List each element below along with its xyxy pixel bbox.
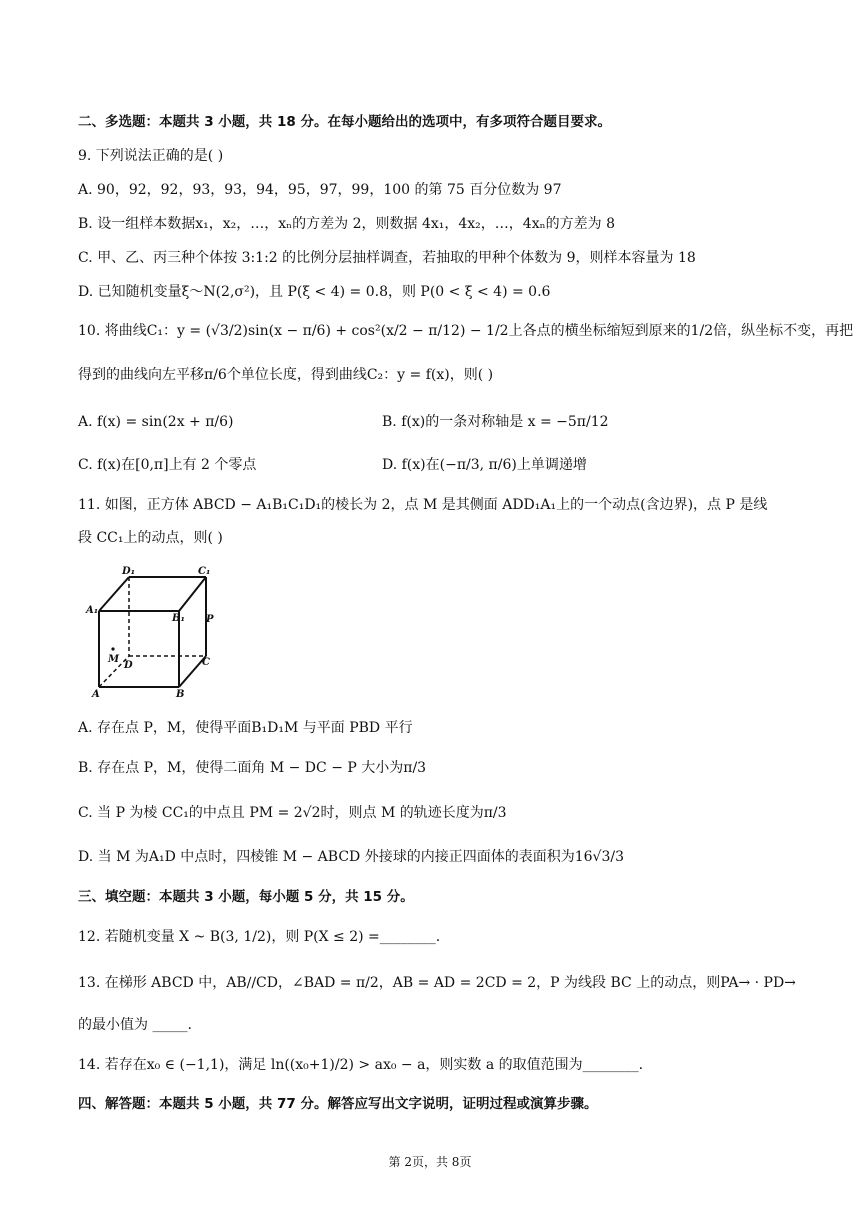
q10-option-a: A. f(x) = sin(2x + π/6) — [78, 414, 234, 430]
q9-stem: 9. 下列说法正确的是( ) — [78, 148, 224, 164]
q13-line1: 13. 在梯形 ABCD 中，AB∕∕CD，∠BAD = π/2，AB = AD = 2CD = 2，P 为线段 BC 上的动点，则PA→ · PD→ — [78, 975, 796, 991]
q10-option-b: B. f(x)的一条对称轴是 x = −5π/12 — [382, 414, 609, 430]
q13-line2: 的最小值为 _____. — [78, 1017, 192, 1033]
q9-option-a: A. 90，92，92，93，93，94，95，97，99，100 的第 75 百分位数为 97 — [78, 182, 562, 198]
q9-option-b: B. 设一组样本数据x₁，x₂，…，xₙ的方差为 2，则数据 4x₁，4x₂，…，4xₙ的方差为 8 — [78, 216, 616, 232]
cube-figure — [84, 563, 214, 698]
q9-option-c: C. 甲、乙、丙三种个体按 3:1:2 的比例分层抽样调查，若抽取的甲种个体数为 9，则样本容量为 18 — [78, 250, 696, 266]
label-m: M — [108, 654, 120, 665]
label-c: C — [202, 657, 210, 668]
q12-text: 12. 若随机变量 X ~ B(3, 1/2)，则 P(X ≤ 2) =________. — [78, 929, 441, 945]
q11-option-a: A. 存在点 P，M，使得平面B₁D₁M 与平面 PBD 平行 — [78, 720, 413, 736]
q11-option-c: C. 当 P 为棱 CC₁的中点且 PM = 2√2时，则点 M 的轨迹长度为π/3 — [78, 805, 507, 821]
q11-option-b: B. 存在点 P，M，使得二面角 M − DC − P 大小为π/3 — [78, 760, 427, 776]
label-d: D — [124, 660, 133, 671]
q14-text: 14. 若存在x₀ ∈ (−1,1)，满足 ln((x₀+1)/2) > ax₀ − a，则实数 a 的取值范围为________. — [78, 1057, 644, 1073]
label-a: A — [92, 689, 100, 698]
label-d1: D₁ — [122, 566, 136, 577]
section-3-heading: 三、填空题：本题共 3 小题，每小题 5 分，共 15 分。 — [78, 889, 414, 905]
q11-stem-line1: 11. 如图，正方体 ABCD − A₁B₁C₁D₁的棱长为 2，点 M 是其侧面 ADD₁A₁上的一个动点(含边界)，点 P 是线 — [78, 497, 768, 513]
label-b: B — [176, 689, 185, 698]
page-footer: 第 2页，共 8页 — [388, 1155, 472, 1169]
section-4-heading: 四、解答题：本题共 5 小题，共 77 分。解答应写出文字说明，证明过程或演算步骤。 — [78, 1096, 598, 1112]
q10-option-d: D. f(x)在(−π/3, π/6)上单调递增 — [382, 457, 587, 473]
q10-stem-line2: 得到的曲线向左平移π/6个单位长度，得到曲线C₂：y = f(x)，则( ) — [78, 367, 494, 383]
q9-option-d: D. 已知随机变量ξ～N(2,σ²)，且 P(ξ < 4) = 0.8，则 P(0 < ξ < 4) = 0.6 — [78, 284, 551, 300]
label-b1: B₁ — [172, 613, 185, 624]
label-c1: C₁ — [198, 566, 211, 577]
q10-stem-line1: 10. 将曲线C₁：y = (√3/2)sin(x − π/6) + cos²(x/2 − π/12) − 1/2上各点的横坐标缩短到原来的1/2倍，纵坐标不变，再把 — [78, 323, 854, 339]
q11-stem-line2: 段 CC₁上的动点，则( ) — [78, 530, 223, 546]
q11-option-d: D. 当 M 为A₁D 中点时，四棱锥 M − ABCD 外接球的内接正四面体的表面积为16√3/3 — [78, 849, 624, 865]
label-a1: A₁ — [86, 605, 99, 616]
label-p: P — [206, 614, 214, 625]
q10-option-c: C. f(x)在[0,π]上有 2 个零点 — [78, 457, 257, 473]
section-2-heading: 二、多选题：本题共 3 小题，共 18 分。在每小题给出的选项中，有多项符合题目要求。 — [78, 114, 611, 130]
